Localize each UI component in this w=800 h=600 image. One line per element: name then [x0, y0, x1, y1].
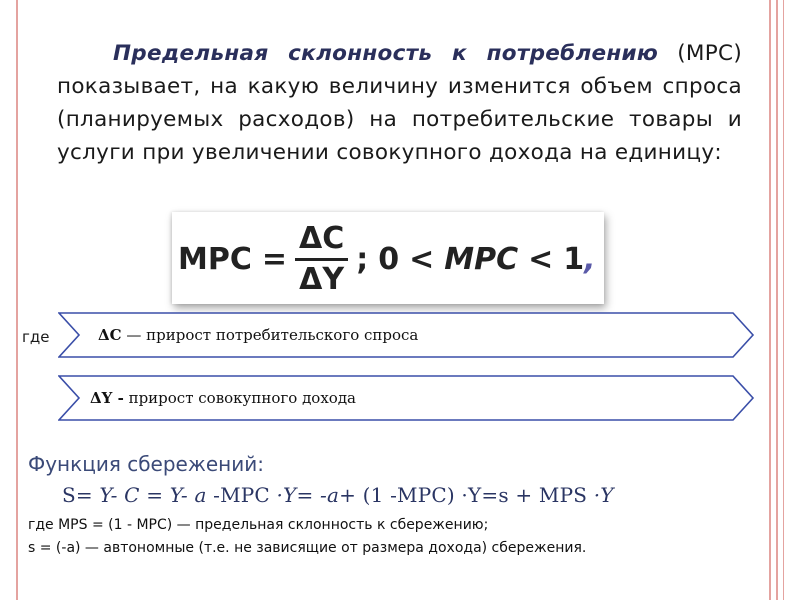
mpc-formula-image	[172, 212, 604, 304]
formula-comma: ,	[584, 241, 596, 277]
savings-function-title: Функция сбережений:	[28, 452, 264, 476]
mpc-formula	[178, 222, 596, 296]
banner-delta-c	[58, 312, 755, 358]
savings-formula	[62, 483, 614, 507]
savings-formula-part: S=	[62, 483, 100, 507]
formula-fraction	[295, 220, 348, 297]
banner-delta-y	[58, 375, 755, 421]
savings-formula-part: ·Y	[593, 483, 614, 507]
right-frame-line-2	[776, 0, 778, 600]
banner-delta-y-text	[90, 375, 356, 421]
definition-text: показывает, на какую величину изменится объем спроса (планируемых расходов) на потребительские товары и услуги при увеличении совокупного дохода на единицу:	[57, 74, 742, 165]
savings-formula-part: =	[296, 483, 320, 507]
formula-denominator: ΔY	[299, 261, 345, 297]
note-autonomous-savings: s = (-a) — автономные (т.е. не зависящие от размера дохода) сбережения.	[28, 540, 587, 556]
banner-delta-c-text	[98, 312, 418, 358]
left-frame-line	[16, 0, 18, 600]
savings-formula-part: ·Y	[276, 483, 297, 507]
formula-mpc-italic: MPC	[444, 241, 519, 277]
formula-lhs: MPC	[178, 241, 252, 277]
formula-zero: 0	[378, 241, 400, 277]
formula-equals: =	[261, 241, 287, 277]
right-frame-line-1	[769, 0, 771, 600]
formula-less-than-2: <	[528, 241, 554, 277]
banner-delta-c-symbol: ΔC	[98, 326, 122, 344]
right-frame-line-3	[783, 0, 784, 600]
savings-formula-part: Y- C = Y- a	[99, 483, 207, 507]
where-label: где	[22, 328, 50, 346]
savings-formula-part: -MPC	[206, 483, 277, 507]
note-mps: где MPS = (1 - MPC) — предельная склонность к сбережению;	[28, 517, 489, 533]
definition-term: Предельная склонность к потреблению	[113, 41, 659, 66]
formula-one: 1	[563, 241, 585, 277]
savings-formula-part: + (1 -MPC) ·Y=s + MPS	[339, 483, 594, 507]
definition-abbr: (MPC)	[677, 41, 743, 66]
banner-delta-y-description: прирост совокупного дохода	[128, 389, 357, 407]
savings-formula-part: -a	[319, 483, 340, 507]
banner-delta-y-symbol: ΔY -	[90, 389, 124, 407]
formula-numerator: ΔC	[295, 224, 348, 261]
formula-less-than-1: <	[409, 241, 435, 277]
banner-delta-c-description: — прирост потребительского спроса	[126, 326, 419, 344]
definition-paragraph	[57, 37, 742, 169]
formula-separator: ;	[356, 241, 369, 277]
